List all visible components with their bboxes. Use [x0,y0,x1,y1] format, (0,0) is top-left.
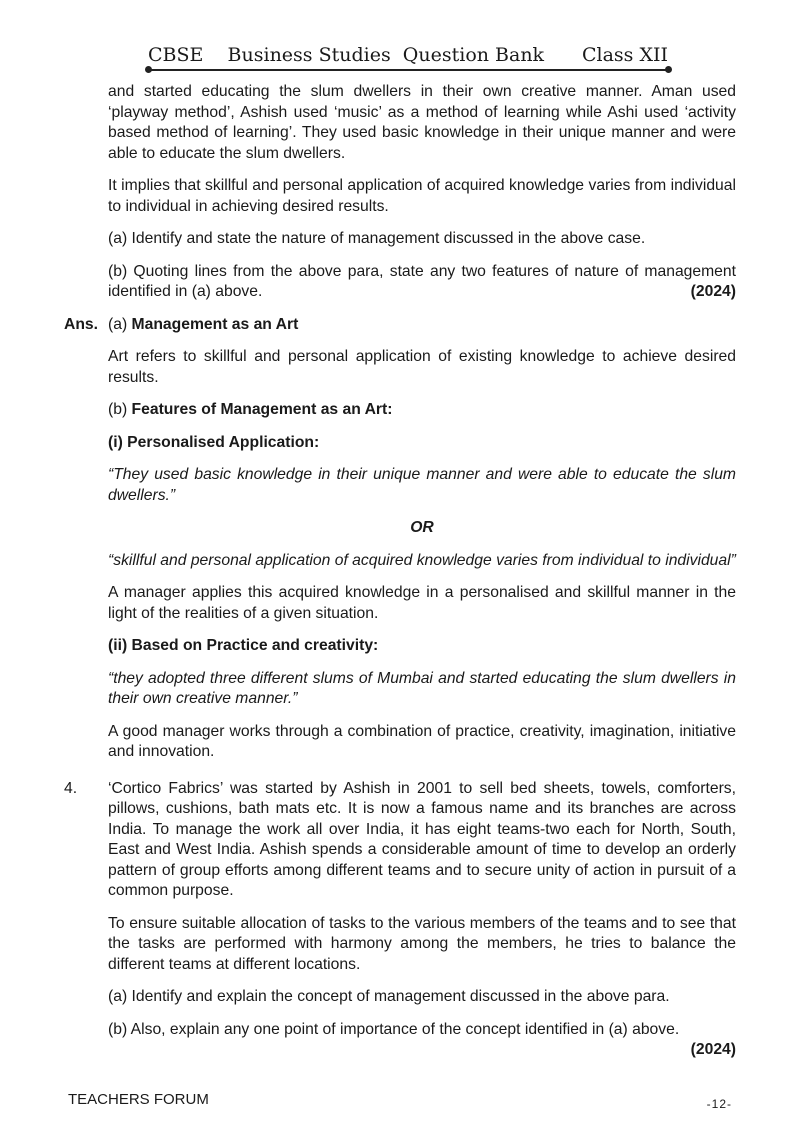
question-4-row [0,779,800,902]
art-definition: Art refers to skillful and personal application of existing knowledge to achieve desired results. [108,348,736,386]
feature-1-title: (i) Personalised Application: [108,433,320,451]
page-header [148,44,668,68]
answer-label: Ans. [64,315,98,333]
year-badge-2: (2024) [690,1041,736,1058]
header-class: Class XII [581,44,668,66]
header-title: CBSE Business Studies Question Bank [148,44,545,66]
answer-b-prefix: (b) [108,401,132,418]
answer-a-heading: Management as an Art [131,315,299,333]
year-badge: (2024) [690,283,736,300]
feature-2-quote: “they adopted three different slums of Mumbai and started educating the slum dwellers in their own creative manner.” [108,669,736,707]
question-number: 4. [64,779,78,797]
question-4-b: (b) Also, explain any one point of importance of the concept identified in (a) above. [108,1020,680,1038]
feature-2-title: (ii) Based on Practice and creativity: [108,637,379,654]
answer-a-row [0,315,800,336]
content [0,82,800,1073]
feature-1-quote-alt: “skillful and personal application of acquired knowledge varies from individual to individual” [108,551,736,569]
question-b: (b) Quoting lines from the above para, state any two features of nature of management identified in (a) above. [108,262,736,300]
page-number: -12- [706,1097,732,1111]
question-4-paragraph-2: To ensure suitable allocation of tasks to the various members of the teams and to see that the tasks are performed with harmony among the members, he tries to balance the different teams at different locations. [108,914,736,973]
case-implication: It implies that skillful and personal application of acquired knowledge varies from individual to individual in achieving desired results. [108,177,736,215]
case-paragraph: and started educating the slum dwellers in their own creative manner. Aman used ‘playway method’, Ashish used ‘music’ as a method of learning while Ashi used ‘activity based method of learning’. They used basic knowledge in their unique manner and were able to educate the slum dwellers. [108,83,736,162]
or-separator: OR [410,519,434,536]
feature-1-quote: “They used basic knowledge in their unique manner and were able to educate the slum dwellers.” [108,466,736,504]
header-rule [148,69,668,71]
question-a: (a) Identify and state the nature of management discussed in the above case. [108,230,646,247]
header-rule-dot-right [665,66,672,73]
answer-b-heading: Features of Management as an Art: [131,401,393,418]
question-4-paragraph: ‘Cortico Fabrics’ was started by Ashish in 2001 to sell bed sheets, towels, comforters, pillows, cushions, bath mats etc. It is now a famous name and its branches are across India. To manage the work all over India, it has eight teams-two each for North, South, East and West India. Ashish spends a considerable amount of time to develop an orderly pattern of group efforts among different teams and to secure unity of action in pursuit of a common purpose. [108,779,736,899]
footer-brand: TEACHERS FORUM [68,1091,209,1108]
feature-2-explanation: A good manager works through a combination of practice, creativity, imagination, initiative and innovation. [108,722,736,760]
question-4-a: (a) Identify and explain the concept of management discussed in the above para. [108,988,670,1005]
answer-a-prefix: (a) [108,315,132,333]
feature-1-explanation: A manager applies this acquired knowledge in a personalised and skillful manner in the light of the realities of a given situation. [108,584,736,622]
